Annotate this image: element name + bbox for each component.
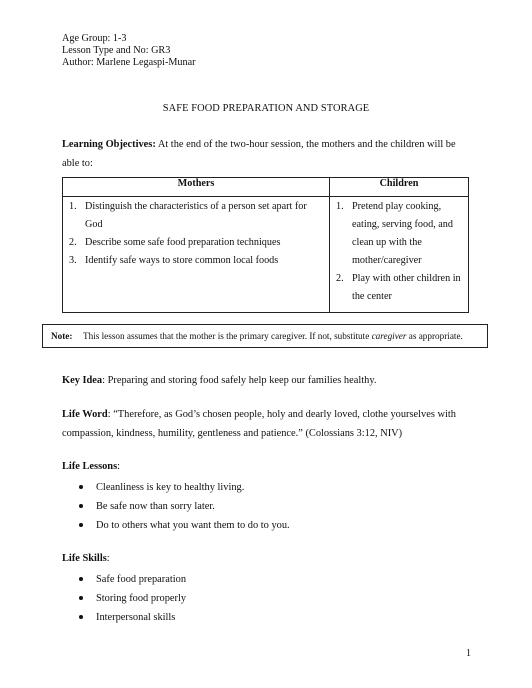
list-item-text: Cleanliness is key to healthy living. — [96, 482, 245, 493]
list-item — [62, 608, 186, 627]
children-cell — [330, 197, 469, 313]
children-objective — [334, 270, 464, 306]
children-objective-text: Play with other children in the center — [352, 273, 461, 302]
note-label: Note: — [51, 331, 73, 341]
key-idea-text: : Preparing and storing food safely help keep our families healthy. — [102, 375, 377, 386]
mothers-objective-number: 3. — [69, 255, 77, 266]
list-item-text: Safe food preparation — [96, 574, 187, 585]
note-text — [83, 325, 463, 347]
life-word — [62, 405, 474, 443]
list-item — [62, 516, 290, 535]
document-title: SAFE FOOD PREPARATION AND STORAGE — [162, 103, 370, 114]
learning-objectives — [62, 135, 474, 173]
author: Author: Marlene Legaspi-Munar — [62, 57, 196, 68]
life-skills-suffix: : — [106, 553, 110, 564]
life-skills-heading — [62, 553, 110, 564]
children-objective-number: 1. — [336, 201, 344, 212]
age-group: Age Group: 1-3 — [62, 33, 127, 44]
children-objective-number: 2. — [336, 273, 344, 284]
list-item-text: Do to others what you want them to do to you. — [96, 520, 290, 531]
bullet-icon — [79, 577, 83, 581]
mothers-objective — [67, 252, 325, 270]
key-idea — [62, 371, 474, 390]
note-text-after: as appropriate. — [406, 331, 463, 341]
list-item-text: Storing food properly — [96, 593, 187, 604]
mothers-objective-text: Identify safe ways to store common local foods — [85, 255, 279, 266]
list-item — [62, 478, 290, 497]
bullet-icon — [79, 485, 83, 489]
page-number: 1 — [466, 648, 471, 659]
bullet-icon — [79, 504, 83, 508]
children-objective — [334, 198, 464, 270]
life-skills-label: Life Skills — [62, 553, 107, 564]
note-text-before: This lesson assumes that the mother is the primary caregiver. If not, substitute — [83, 331, 372, 341]
mothers-objective-text: Describe some safe food preparation techniques — [85, 237, 281, 248]
key-idea-label: Key Idea — [62, 375, 103, 386]
list-item — [62, 497, 290, 516]
mothers-objective-number: 2. — [69, 237, 77, 248]
list-item — [62, 589, 186, 608]
list-item-text: Interpersonal skills — [96, 612, 176, 623]
children-header: Children — [330, 178, 469, 197]
learning-objectives-text: At the end of the two-hour session, the mothers and the children will be able to: — [62, 139, 456, 169]
note-box — [42, 324, 488, 348]
life-skills-list — [62, 570, 186, 627]
list-item-text: Be safe now than sorry later. — [96, 501, 215, 512]
learning-objectives-label: Learning Objectives: — [62, 139, 156, 150]
life-lessons-suffix: : — [117, 461, 121, 472]
mothers-objective-number: 1. — [69, 201, 77, 212]
note-italic: caregiver — [371, 331, 407, 341]
mothers-cell — [63, 197, 330, 313]
life-word-label: Life Word — [62, 409, 108, 420]
bullet-icon — [79, 596, 83, 600]
lesson-type: Lesson Type and No: GR3 — [62, 45, 171, 56]
life-word-text: : “Therefore, as God’s chosen people, holy and dearly loved, clothe yourselves with compassion, kindness, humility, gentleness and patience.” (Colossians 3:12, NIV) — [62, 409, 456, 439]
life-lessons-label: Life Lessons — [62, 461, 118, 472]
objectives-table — [62, 177, 469, 313]
mothers-objective — [67, 234, 325, 252]
bullet-icon — [79, 523, 83, 527]
mothers-objective-text: Distinguish the characteristics of a person set apart for God — [85, 201, 307, 230]
children-objective-text: Pretend play cooking, eating, serving food, and clean up with the mother/caregiver — [352, 201, 453, 266]
bullet-icon — [79, 615, 83, 619]
mothers-objective — [67, 198, 325, 234]
list-item — [62, 570, 186, 589]
life-lessons-list — [62, 478, 290, 535]
mothers-header: Mothers — [63, 178, 330, 197]
life-lessons-heading — [62, 461, 120, 472]
